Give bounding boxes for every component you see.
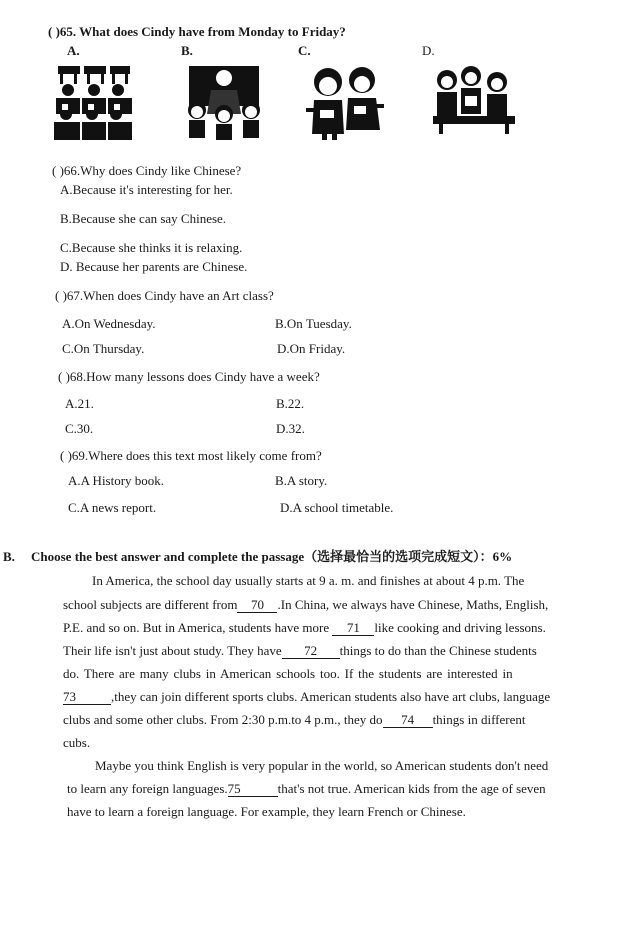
passage-line: to learn any foreign languages.75 that's not true. American kids from the age of seven — [67, 781, 546, 796]
blank-70[interactable]: 70 — [237, 598, 277, 613]
q66-option-c: C.Because she thinks it is relaxing. — [60, 240, 243, 255]
q68-option-a: A.21. — [65, 396, 94, 411]
q68-option-b: B.22. — [276, 396, 305, 411]
question-66-stem: ( )66.Why does Cindy like Chinese? — [52, 163, 242, 178]
q69-option-c: C.A news report. — [68, 500, 157, 515]
q66-option-d: D. Because her parents are Chinese. — [60, 259, 248, 274]
picture-a-classroom — [54, 62, 134, 142]
question-69-stem: ( )69.Where does this text most likely come from? — [60, 448, 322, 463]
passage-line: do. There are many clubs in American schools too. If the students are interested in — [63, 666, 513, 681]
passage-line: have to learn a foreign language. For example, they learn French or Chinese. — [67, 804, 466, 819]
blank-73[interactable]: 73 — [63, 690, 111, 705]
q67-option-a: A.On Wednesday. — [62, 316, 156, 331]
q66-option-a: A.Because it's interesting for her. — [60, 182, 233, 197]
q65-option-a-label: A. — [67, 43, 80, 58]
q69-option-a: A.A History book. — [68, 473, 165, 488]
passage-line: Their life isn't just about study. They have 72 things to do than the Chinese students — [63, 643, 537, 658]
q68-option-d: D.32. — [276, 421, 305, 436]
section-b-heading: Choose the best answer and complete the passage（选择最恰当的选项完成短文）：6% — [31, 549, 513, 564]
passage-line: In America, the school day usually starts at 9 a. m. and finishes at about 4 p.m. The — [92, 573, 525, 588]
picture-b-teacher-students — [181, 64, 267, 142]
passage-line: cubs. — [63, 735, 91, 750]
blank-71[interactable]: 71 — [332, 621, 374, 636]
passage-line: clubs and some other clubs. From 2:30 p.m.to 4 p.m., they do 74 things in different — [63, 712, 526, 727]
question-68-stem: ( )68.How many lessons does Cindy have a week? — [58, 369, 320, 384]
q65-option-c-label: C. — [298, 43, 311, 58]
passage-line: P.E. and so on. But in America, students have more 71 like cooking and driving lessons. — [63, 620, 546, 635]
passage-line: 73 ,they can join different sports clubs. American students also have art clubs, language — [63, 689, 551, 704]
question-67-stem: ( )67.When does Cindy have an Art class? — [55, 288, 274, 303]
blank-74[interactable]: 74 — [383, 713, 433, 728]
q67-option-b: B.On Tuesday. — [275, 316, 352, 331]
blank-72[interactable]: 72 — [282, 644, 340, 659]
q65-option-d-label: D. — [422, 43, 435, 58]
picture-c-children-playing — [304, 64, 386, 140]
passage-line: school subjects are different from 70 .In China, we always have Chinese, Maths, English, — [63, 597, 549, 612]
picture-d-group-at-table — [433, 64, 515, 136]
passage-line: Maybe you think English is very popular in the world, so American students don't need — [95, 758, 549, 773]
q67-option-d: D.On Friday. — [277, 341, 346, 356]
section-b-label: B. — [3, 549, 15, 564]
q69-option-b: B.A story. — [275, 473, 328, 488]
q65-option-b-label: B. — [181, 43, 193, 58]
question-65-stem: ( )65. What does Cindy have from Monday to Friday? — [48, 24, 346, 39]
blank-75[interactable]: 75 — [228, 782, 278, 797]
q67-option-c: C.On Thursday. — [62, 341, 145, 356]
q69-option-d: D.A school timetable. — [280, 500, 394, 515]
q68-option-c: C.30. — [65, 421, 94, 436]
q66-option-b: B.Because she can say Chinese. — [60, 211, 227, 226]
